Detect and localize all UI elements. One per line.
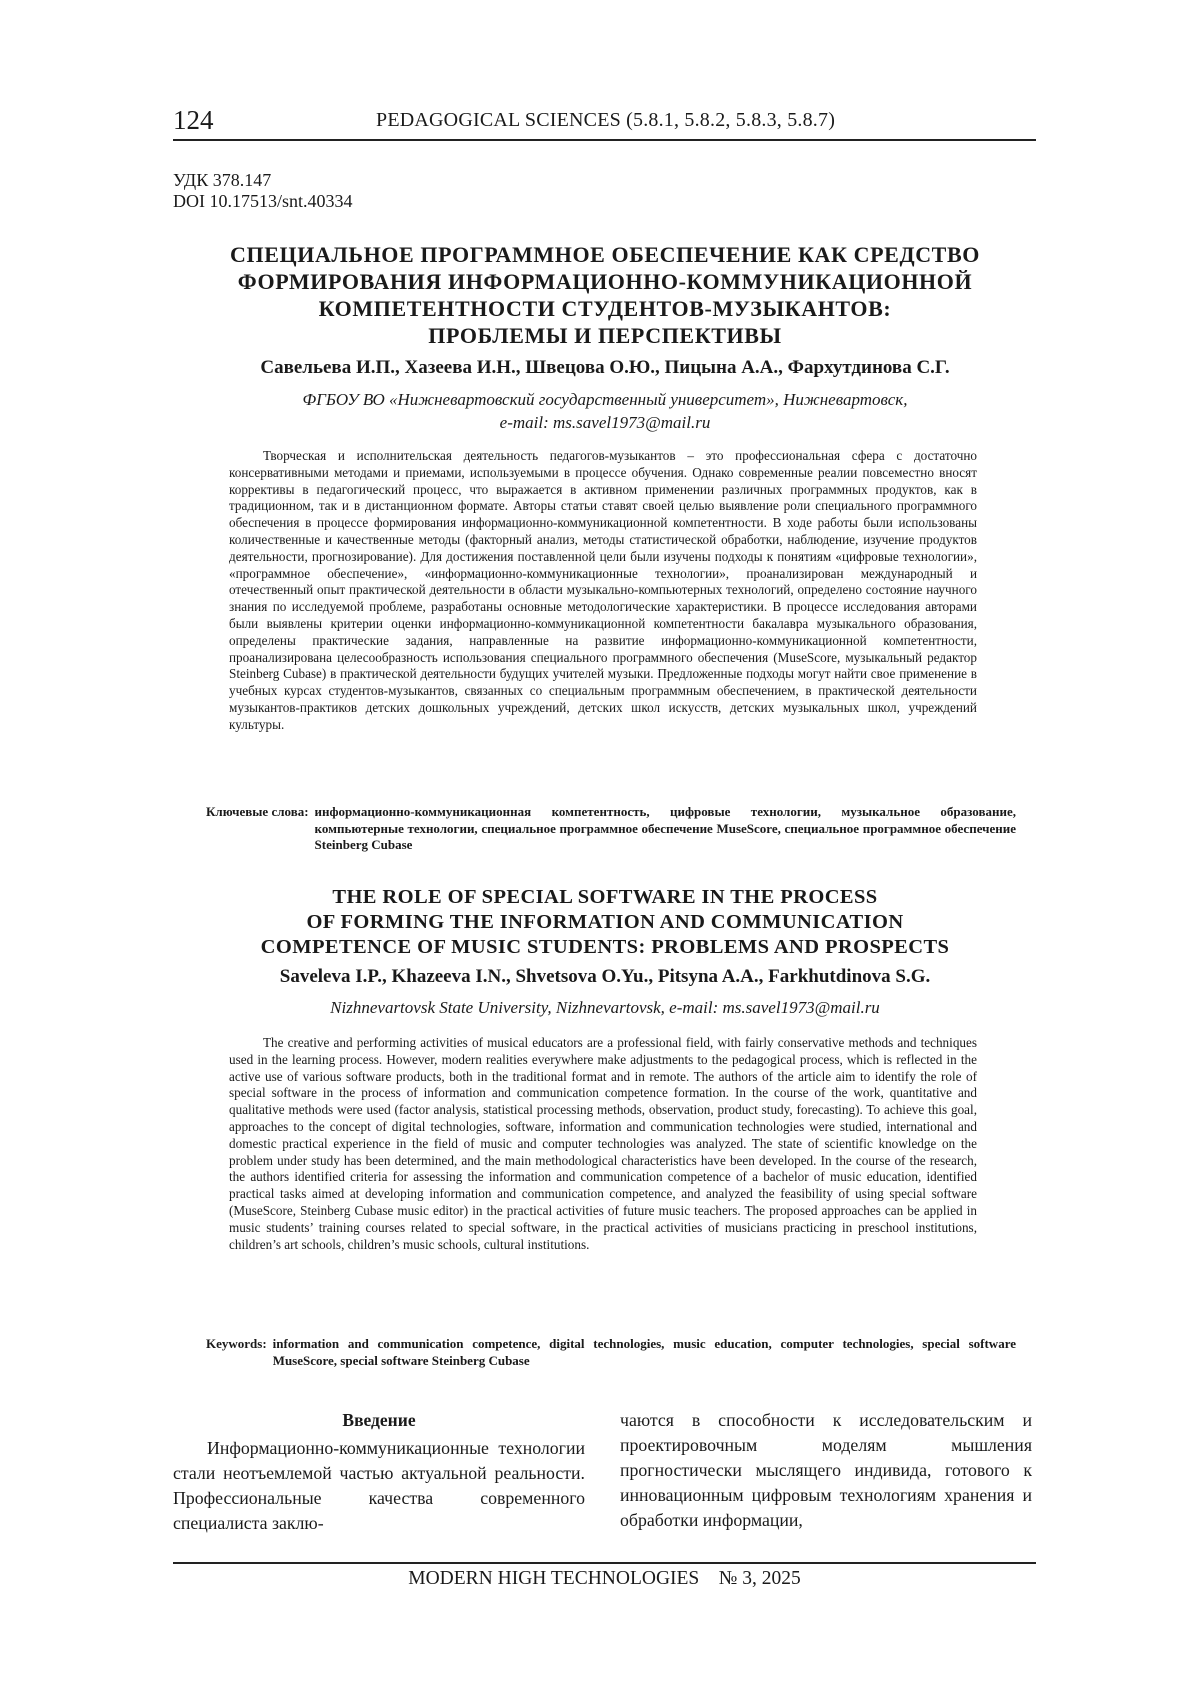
affiliation-email: e-mail: ms.savel1973@mail.ru — [499, 413, 711, 432]
keywords-text: информационно-коммуникационная компетентность, цифровые технологии, музыкальное образование, компьютерные технологии, специальное программное обеспечение MuseScore, специальное программное обеспечение Steinberg Cubase — [314, 804, 1016, 853]
affiliation-ru — [180, 388, 1030, 434]
abstract-en: The creative and performing activities of musical educators are a professional field, with fairly conservative methods and techniques used in the learning process. However, modern realities everywhere make adjustments to the pedagogical process, which is reflected in the active use of various software products, both in the traditional format and in remote. The authors of the article aim to identify the role of special software in the process of information and communication competence formation. In the course of the work, quantitative and qualitative methods were used (factor analysis, statistical processing methods, observation, product study, forecasting). To achieve this goal, approaches to the concept of digital technologies, software, information and communication technologies were studied, international and domestic practical experience in the field of music and computer technologies was analyzed. The state of scientific knowledge on the problem under study has been determined, and the main methodological characteristics have been developed. In the course of the research, the authors identified criteria for assessing the information and communication competence of a bachelor of music education, identified practical tasks aimed at developing information and communication competence, and analyzed the feasibility of using special software (MuseScore, Steinberg Cubase music editor) in the practical activities of future music teachers. The proposed approaches can be applied in music students’ training courses related to special software, in the practical activities of musicians practicing in preschool institutions, children’s art schools, children’s music schools, cultural institutions. — [229, 1035, 977, 1252]
section-heading: Введение — [342, 1410, 416, 1430]
running-header — [173, 104, 1036, 142]
title-line: OF FORMING THE INFORMATION AND COMMUNICATION — [306, 911, 904, 933]
doi: DOI 10.17513/snt.40334 — [173, 191, 353, 211]
footer-journal: MODERN HIGH TECHNOLOGIES — [408, 1568, 700, 1589]
authors-ru: Савельева И.П., Хазеева И.Н., Швецова О.Ю., Пицына А.А., Фархутдинова С.Г. — [260, 357, 950, 378]
article-meta — [173, 170, 353, 212]
keywords-ru — [206, 804, 1016, 854]
title-line: THE ROLE OF SPECIAL SOFTWARE IN THE PROCESS — [332, 886, 878, 908]
running-footer — [173, 1566, 1036, 1592]
article-title-en — [180, 885, 1030, 960]
affiliation-en: Nizhnevartovsk State University, Nizhnevartovsk, e-mail: ms.savel1973@mail.ru — [330, 998, 880, 1017]
body-column-right — [620, 1408, 1032, 1533]
article-title-ru — [180, 241, 1030, 349]
footer-rule — [173, 1562, 1036, 1564]
header-rule — [173, 139, 1036, 141]
title-line: COMPETENCE OF MUSIC STUDENTS: PROBLEMS AND PROSPECTS — [260, 936, 950, 958]
keywords-label: Ключевые слова: — [206, 804, 309, 819]
footer-issue: № 3, 2025 — [718, 1568, 801, 1589]
authors-en: Saveleva I.P., Khazeeva I.N., Shvetsova O.Yu., Pitsyna A.A., Farkhutdinova S.G. — [279, 966, 931, 987]
affiliation-line: ФГБОУ ВО «Нижневартовский государственный университет», Нижневартовск, — [302, 390, 908, 409]
body-paragraph: чаются в способности к исследовательским и проектировочным моделям мышления прогностически мыслящего индивида, готового к инновационным цифровым технологиям хранения и обработки информации, — [620, 1410, 1032, 1530]
keywords-label: Keywords: — [206, 1336, 267, 1351]
udc-code: УДК 378.147 — [173, 170, 272, 190]
footer-spacer — [704, 1568, 714, 1589]
journal-section: PEDAGOGICAL SCIENCES (5.8.1, 5.8.2, 5.8.3, 5.8.7) — [376, 109, 836, 131]
page-number: 124 — [173, 105, 214, 135]
body-paragraph: Информационно-коммуникационные технологии стали неотъемлемой частью актуальной реальности. Профессиональные качества современного специалиста заклю- — [173, 1438, 585, 1533]
body-column-left — [173, 1408, 585, 1536]
title-line: ФОРМИРОВАНИЯ ИНФОРМАЦИОННО-КОММУНИКАЦИОННОЙ — [237, 269, 973, 294]
keywords-en — [206, 1336, 1016, 1369]
abstract-ru: Творческая и исполнительская деятельность педагогов-музыкантов – это профессиональная сфера с достаточно консервативными методами и приемами, используемыми в процессе обучения. Однако современные реалии повсеместно вносят коррективы в педагогический процесс, что выражается в активном применении различных программных продуктов, как в традиционном, так и в дистанционном формате. Авторы статьи ставят своей целью выявление роли специального программного обеспечения в процессе формирования информационно-коммуникационной компетентности. В ходе работы были использованы количественные и качественные методы (факторный анализ, методы статистической обработки, наблюдение, изучение продуктов деятельности, прогнозирование). Для достижения поставленной цели были изучены подходы к понятиям «цифровые технологии», «программное обеспечение», «информационно-коммуникационные технологии», проанализирован международный и отечественный опыт практической деятельности в области музыкально-компьютерных технологий, определено состояние научного знания по исследуемой проблеме, разработаны основные методологические характеристики. В процессе исследования авторами были выявлены критерии оценки информационно-коммуникационной компетентности бакалавра музыкального образования, определены практические задания, направленные на развитие информационно-коммуникационной компетентности, проанализирована целесообразность использования специального программного обеспечения (MuseScore, музыкальный редактор Steinberg Cubase) в практической деятельности будущих учителей музыки. Предложенные подходы могут найти свое применение в учебных курсах студентов-музыкантов, связанных со специальным программным обеспечением, в практической деятельности музыкантов-практиков детских дошкольных учреждений, детских школ искусств, детских музыкальных школ, учреждений культуры. — [229, 448, 977, 732]
title-line: КОМПЕТЕНТНОСТИ СТУДЕНТОВ-МУЗЫКАНТОВ: — [318, 296, 892, 321]
title-line: ПРОБЛЕМЫ И ПЕРСПЕКТИВЫ — [428, 323, 782, 348]
keywords-text: information and communication competence, digital technologies, music education, computer technologies, special software MuseScore, special software Steinberg Cubase — [272, 1336, 1016, 1368]
title-line: СПЕЦИАЛЬНОЕ ПРОГРАММНОЕ ОБЕСПЕЧЕНИЕ КАК СРЕДСТВО — [230, 242, 980, 267]
